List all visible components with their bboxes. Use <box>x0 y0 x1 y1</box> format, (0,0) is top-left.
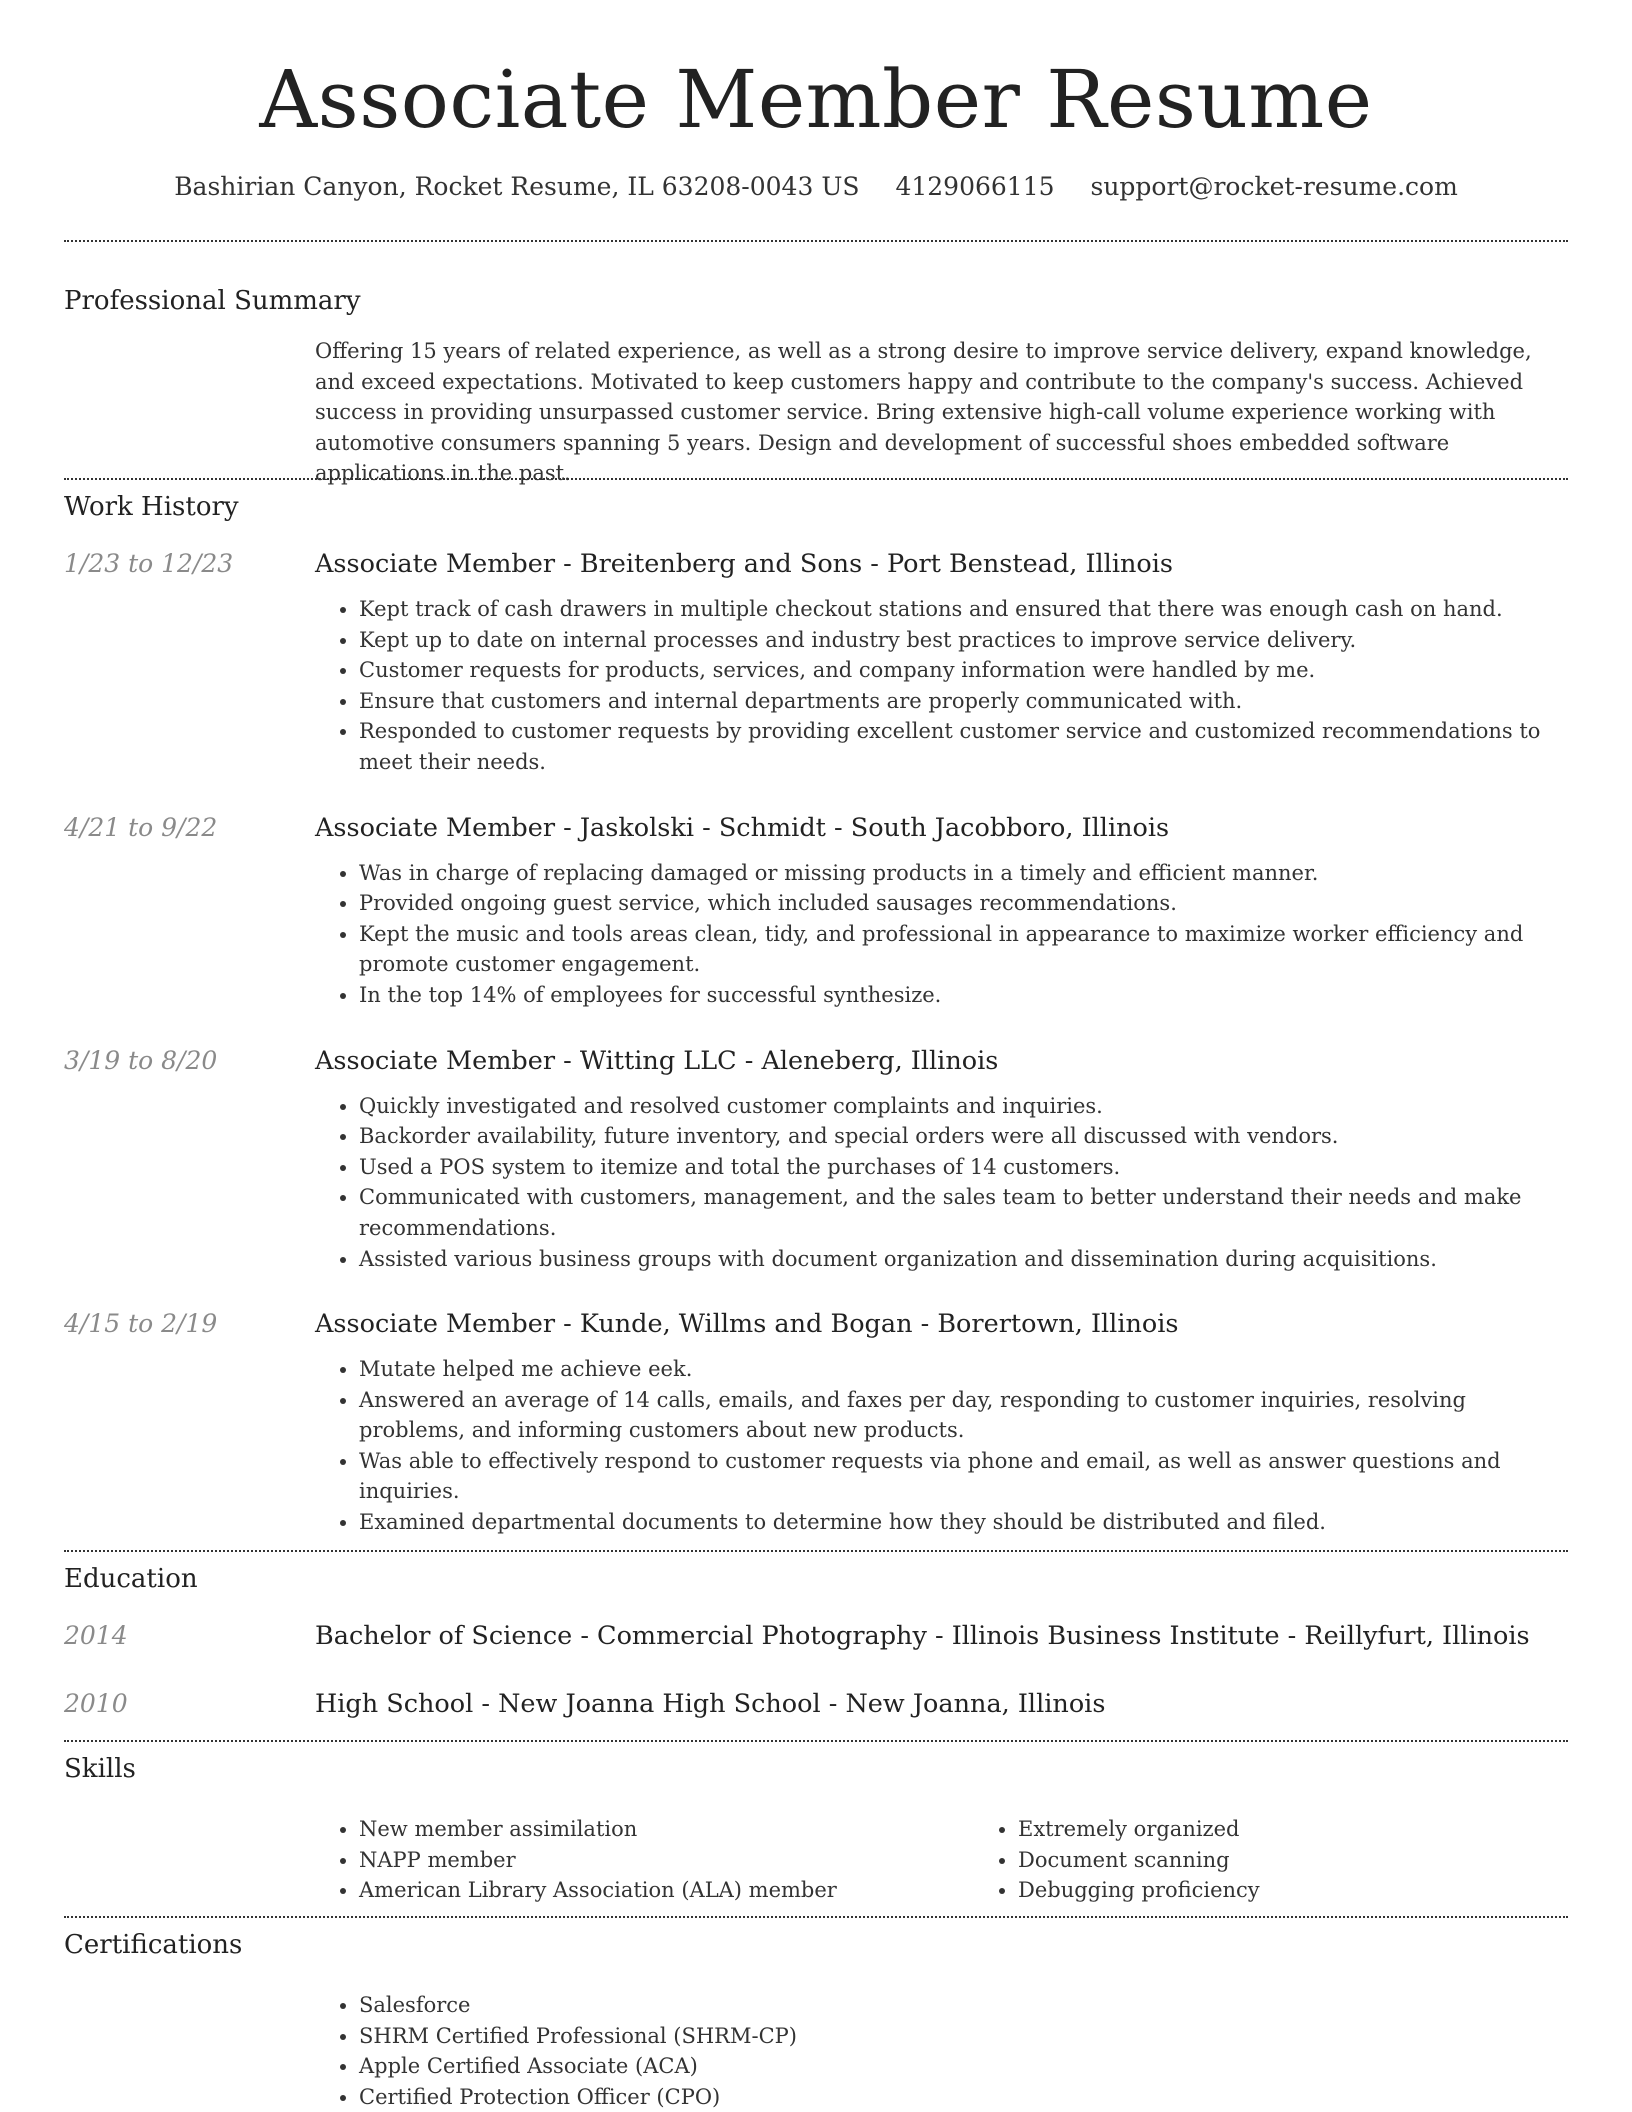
contact-email: support@rocket-resume.com <box>1090 172 1458 201</box>
section-title-summary: Professional Summary <box>64 286 361 316</box>
list-item: • Customer requests for products, services, and company information were handled by me. <box>359 655 1568 686</box>
list-item: • In the top 14% of employees for successful synthesize. <box>359 980 1568 1011</box>
education-school: - Illinois Business Institute - Reillyfurt, Illinois <box>926 1621 1530 1651</box>
list-item: • Was able to effectively respond to customer requests via phone and email, as well as answer questions and inquiries. <box>359 1446 1568 1507</box>
list-item: • Was in charge of replacing damaged or missing products in a timely and efficient manner. <box>359 858 1568 889</box>
education-year: 2010 <box>64 1689 128 1718</box>
list-item: • Kept up to date on internal processes and industry best practices to improve service delivery. <box>359 625 1568 656</box>
job-dates: 1/23 to 12/23 <box>64 549 234 578</box>
section-skills <box>64 1742 1568 1916</box>
resume-header <box>64 0 1568 204</box>
job-bullets <box>315 594 1568 778</box>
resume-title: Associate Member Resume <box>259 53 1373 146</box>
list-item: • Examined departmental documents to determine how they should be distributed and filed. <box>359 1507 1568 1538</box>
section-education <box>64 1552 1568 1740</box>
list-item: • Used a POS system to itemize and total the purchases of 14 customers. <box>359 1152 1568 1183</box>
job-dates: 3/19 to 8/20 <box>64 1045 218 1075</box>
list-item: • Responded to customer requests by providing excellent customer service and customized recommendations to meet their needs. <box>359 716 1568 777</box>
section-title-education: Education <box>64 1564 198 1594</box>
job-bullets <box>315 1091 1568 1275</box>
section-title-skills: Skills <box>64 1754 136 1784</box>
job-title: Associate Member - Jaskolski - Schmidt - South Jacobboro, Illinois <box>315 812 1170 843</box>
section-title-work-history: Work History <box>64 492 239 522</box>
job-bullets <box>315 858 1568 1011</box>
education-degree: High School <box>315 1689 474 1719</box>
summary-text: Offering 15 years of related experience, as well as a strong desire to improve service delivery, expand knowledge, and exceed expectations. Motivated to keep customers happy and contribute to the company's success. Achieved success in providing unsurpassed customer service. Bring extensive high-call volume experience working with automotive consumers spanning 5 years. Design and development of successful shoes embedded software applications in the past. <box>315 339 1532 486</box>
contact-address: Bashirian Canyon, Rocket Resume, IL 63208-0043 US <box>174 172 860 201</box>
list-item: • SHRM Certified Professional (SHRM-CP) <box>359 2021 1568 2052</box>
job-dates: 4/15 to 2/19 <box>64 1309 218 1339</box>
list-item: • American Library Association (ALA) member <box>359 1875 974 1906</box>
list-item: • Mutate helped me achieve eek. <box>359 1354 1568 1385</box>
list-item: • Salesforce <box>359 1990 1568 2021</box>
job-dates: 4/21 to 9/22 <box>64 812 218 842</box>
skills-list-right <box>974 1814 1632 1906</box>
education-entry <box>64 1620 1568 1652</box>
list-item: • Ensure that customers and internal departments are properly communicated with. <box>359 686 1568 717</box>
certifications-list <box>315 1990 1568 2112</box>
job-title: Associate Member - Witting LLC - Aleneberg, Illinois <box>315 1045 999 1076</box>
section-summary <box>64 242 1568 486</box>
education-degree: Bachelor of Science - Commercial Photography <box>315 1621 927 1651</box>
list-item: • Assisted various business groups with document organization and dissemination during acquisitions. <box>359 1244 1568 1275</box>
education-year: 2014 <box>64 1621 128 1650</box>
skills-list-left <box>315 1814 974 1906</box>
job-entry <box>64 812 1568 1011</box>
contact-phone: 4129066115 <box>895 172 1055 201</box>
section-certifications <box>64 1918 1568 2112</box>
job-entry <box>64 1045 1568 1275</box>
job-bullets <box>315 1354 1568 1538</box>
education-school: - New Joanna High School - New Joanna, Illinois <box>473 1689 1106 1719</box>
section-title-certifications: Certifications <box>64 1930 243 1960</box>
list-item: • Communicated with customers, management, and the sales team to better understand their needs and make recommendations. <box>359 1182 1568 1243</box>
list-item: • Apple Certified Associate (ACA) <box>359 2051 1568 2082</box>
job-title: Associate Member - Kunde, Willms and Bogan - Borertown, Illinois <box>315 1309 1179 1340</box>
list-item: • Kept the music and tools areas clean, tidy, and professional in appearance to maximize worker efficiency and promote customer engagement. <box>359 919 1568 980</box>
list-item: • Debugging proficiency <box>1018 1875 1632 1906</box>
list-item: • Provided ongoing guest service, which included sausages recommendations. <box>359 888 1568 919</box>
list-item: • Document scanning <box>1018 1845 1632 1876</box>
list-item: • Quickly investigated and resolved customer complaints and inquiries. <box>359 1091 1568 1122</box>
list-item: • Kept track of cash drawers in multiple checkout stations and ensured that there was enough cash on hand. <box>359 594 1568 625</box>
job-entry <box>64 1308 1568 1538</box>
list-item: • Backorder availability, future inventory, and special orders were all discussed with vendors. <box>359 1121 1568 1152</box>
list-item: • NAPP member <box>359 1845 974 1876</box>
job-entry <box>64 548 1568 778</box>
list-item: • Certified Protection Officer (CPO) <box>359 2082 1568 2112</box>
section-work-history <box>64 480 1568 1550</box>
list-item: • Extremely organized <box>1018 1814 1632 1845</box>
contact-line <box>64 170 1568 204</box>
education-entry <box>64 1688 1568 1720</box>
job-title: Associate Member - Breitenberg and Sons - Port Benstead, Illinois <box>315 549 1174 579</box>
list-item: • Answered an average of 14 calls, emails, and faxes per day, responding to customer inquiries, resolving problems, and informing customers about new products. <box>359 1385 1568 1446</box>
list-item: • New member assimilation <box>359 1814 974 1845</box>
